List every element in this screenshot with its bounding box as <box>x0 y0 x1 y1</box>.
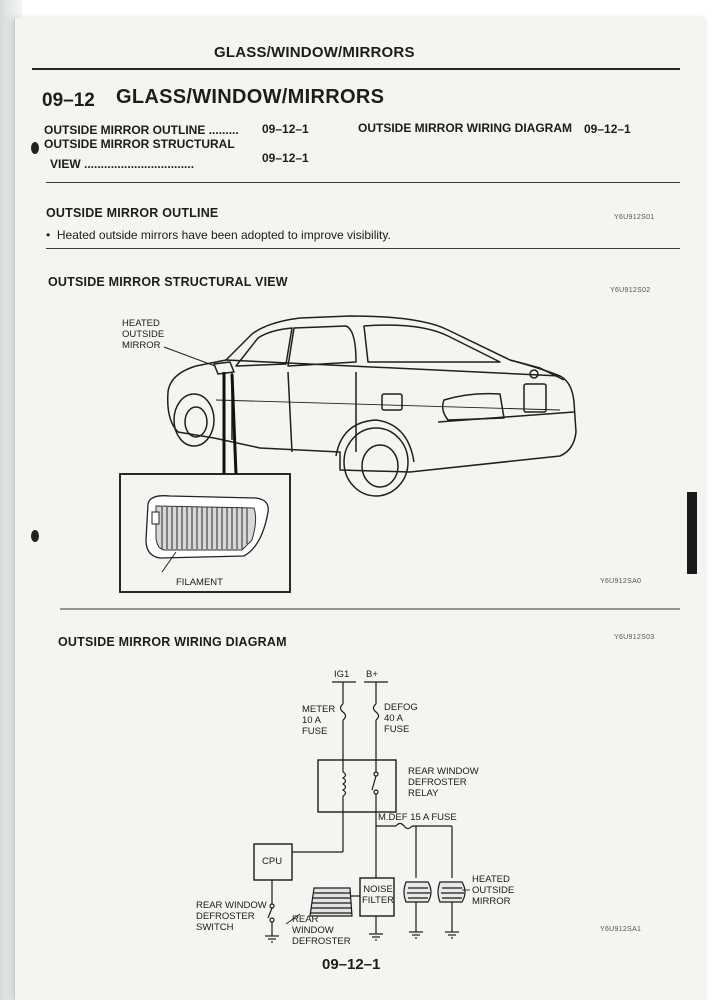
section-number: 09–12 <box>42 90 95 111</box>
wiring-figure-code: Y6U912SA1 <box>600 926 642 933</box>
wiring-heading: OUTSIDE MIRROR WIRING DIAGRAM <box>58 635 287 649</box>
rear-window-defroster-label: REAR WINDOW DEFROSTER <box>292 914 351 947</box>
toc-page: 09–12–1 <box>262 122 309 136</box>
meter-fuse-label: METER 10 A FUSE <box>302 704 336 737</box>
ig1-label: IG1 <box>334 669 350 680</box>
outline-code: Y6U912S01 <box>614 214 655 221</box>
toc-page: 09–12–1 <box>262 151 309 165</box>
relay-label: REAR WINDOW DEFROSTER RELAY <box>408 766 479 799</box>
noise-filter-label: NOISE FILTER <box>362 884 395 906</box>
heated-mirror-label: HEATED OUTSIDE MIRROR <box>122 318 165 351</box>
bplus-label: B+ <box>366 669 378 680</box>
structural-heading: OUTSIDE MIRROR STRUCTURAL VIEW <box>48 275 288 289</box>
toc-item-wiring[interactable]: OUTSIDE MIRROR WIRING DIAGRAM <box>358 121 572 135</box>
callout-connector <box>232 374 236 474</box>
heated-mirror-label: HEATED OUTSIDE MIRROR <box>472 874 515 907</box>
section-title: GLASS/WINDOW/MIRRORS <box>116 86 385 108</box>
bullet-text: Heated outside mirrors have been adopted to improve visibility. <box>56 228 391 242</box>
running-header: GLASS/WINDOW/MIRRORS <box>214 44 415 61</box>
page-number: 09–12–1 <box>322 956 381 973</box>
outline-heading: OUTSIDE MIRROR OUTLINE <box>46 206 219 220</box>
structural-code: Y6U912S02 <box>610 287 651 294</box>
bullet-dot: • <box>46 228 57 242</box>
toc-label: VIEW <box>50 157 81 171</box>
relay-box <box>318 760 396 812</box>
toc-item-structural[interactable]: OUTSIDE MIRROR STRUCTURAL <box>44 137 235 151</box>
toc-label: OUTSIDE MIRROR OUTLINE <box>44 123 206 137</box>
defog-fuse-label: DEFOG 40 A FUSE <box>384 702 418 735</box>
toc-page: 09–12–1 <box>584 122 631 136</box>
cpu-label: CPU <box>262 856 283 867</box>
wiring-code: Y6U912S03 <box>614 634 655 641</box>
filament-label: FILAMENT <box>176 577 223 588</box>
structural-figure-code: Y6U912SA0 <box>600 578 642 585</box>
mdef-fuse-label: M.DEF 15 A FUSE <box>378 812 457 823</box>
toc-leader: ......... <box>208 123 239 137</box>
defroster-switch-label: REAR WINDOW DEFROSTER SWITCH <box>196 900 267 933</box>
toc-leader: ................................. <box>84 157 195 171</box>
car-illustration <box>168 316 576 496</box>
